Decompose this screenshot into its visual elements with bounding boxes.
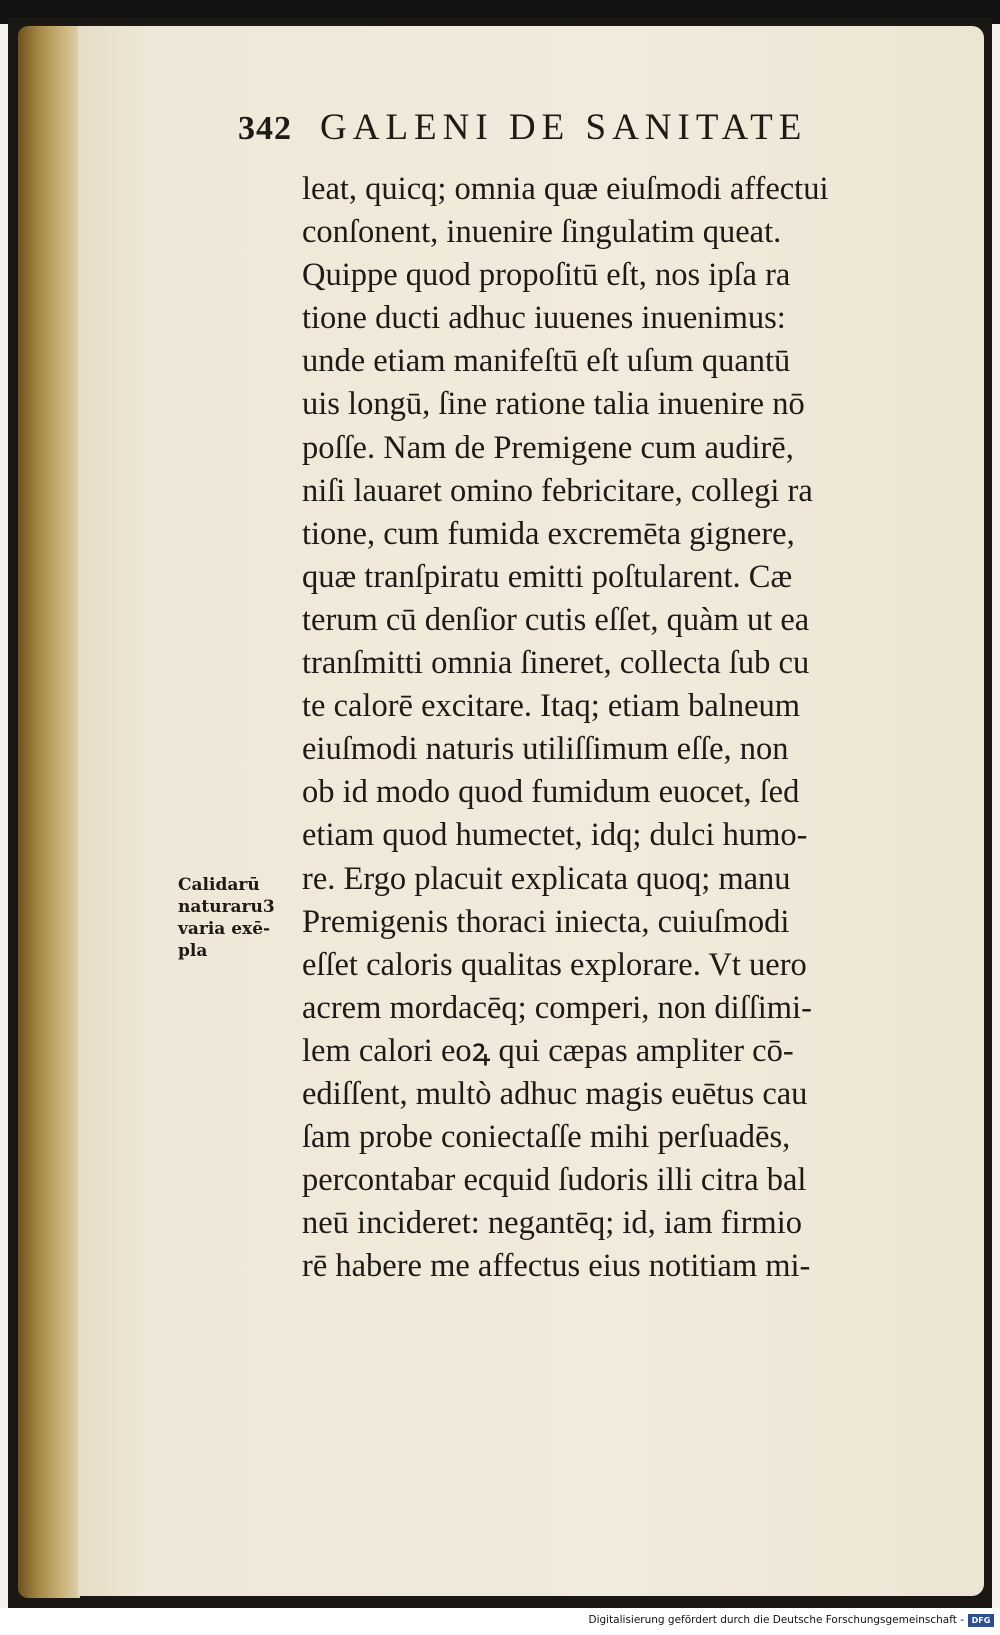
book-scan	[8, 18, 992, 1608]
marginal-note	[178, 874, 308, 962]
dfg-logo: DFG	[968, 1614, 994, 1627]
text-line: conſonent, inuenire ſingulatim queat.	[302, 214, 782, 251]
page-edge	[18, 26, 80, 1598]
digitization-credit: Digitalisierung gefördert durch die Deutsche Forschungsgemeinschaft -	[588, 1614, 964, 1626]
running-title: GALENI DE SANITATE	[320, 107, 808, 148]
text-line: Premigenis thoraci iniecta, cuiuſmodi	[302, 903, 790, 940]
text-line: ſam probe coniectaſſe mihi perſuadēs,	[302, 1119, 791, 1156]
text-line: uis longū, ſine ratione talia inuenire nō	[302, 386, 805, 423]
text-line: Quippe quod propoſitū eſt, nos ipſa ra	[302, 257, 791, 294]
text-line: neū incideret: negantēq; id, iam firmio	[302, 1205, 802, 1242]
text-line: lem calori eoꝝ qui cæpas ampliter cō-	[302, 1032, 794, 1069]
text-line: percontabar ecquid ſudoris illi citra bal	[302, 1162, 807, 1199]
text-line: tione ducti adhuc iuuenes inuenimus:	[302, 300, 786, 337]
text-line: leat, quicq; omnia quæ eiuſmodi affectui	[302, 171, 829, 207]
page-header	[238, 106, 807, 166]
text-line: re. Ergo placuit explicata quoq; manu	[302, 860, 791, 897]
text-line: tione, cum fumida excremēta gignere,	[302, 515, 795, 552]
body-text	[302, 168, 962, 1288]
text-line: quæ tranſpiratu emitti poſtularent. Cæ	[302, 558, 793, 595]
page-number: 342	[238, 110, 292, 147]
text-line: rē habere me affectus eius notitiam mi-	[302, 1248, 811, 1285]
text-line: ob id modo quod fumidum euocet, ſed	[302, 774, 800, 811]
text-line: niſi lauaret omino febricitare, collegi ra	[302, 472, 813, 509]
book-page	[78, 26, 984, 1596]
text-line: tranſmitti omnia ſineret, collecta ſub cu	[302, 645, 810, 682]
text-line: terum cū denſior cutis eſſet, quàm ut ea	[302, 601, 810, 638]
text-line: eſſet caloris qualitas explorare. Vt uero	[302, 946, 807, 983]
marginal-note-line: varia exē-	[178, 919, 271, 939]
marginal-note-line: Calidarū	[178, 875, 260, 895]
text-line: ediſſent, multò adhuc magis euētus cau	[302, 1075, 808, 1112]
text-line: etiam quod humectet, idq; dulci humo-	[302, 817, 808, 854]
text-line: poſſe. Nam de Premigene cum audirē,	[302, 429, 794, 466]
marginal-note-line: pla	[178, 941, 208, 961]
footer	[0, 1608, 1000, 1635]
text-line: te calorē excitare. Itaq; etiam balneum	[302, 688, 801, 725]
marginal-note-line: naturaru3	[178, 897, 275, 917]
text-line: acrem mordacēq; comperi, non diſſimi-	[302, 989, 812, 1026]
text-line: eiuſmodi naturis utiliſſimum eſſe, non	[302, 731, 789, 768]
text-line: unde etiam manifeſtū eſt uſum quantū	[302, 343, 791, 380]
